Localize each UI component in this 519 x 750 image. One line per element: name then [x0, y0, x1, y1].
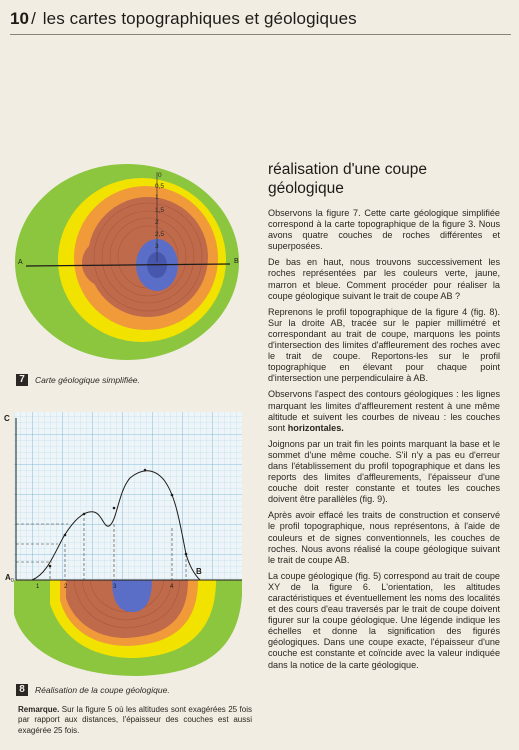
paragraph-5: Joignons par un trait fin les points marquant la base et le sommet d'une même couche. S'il n'y a pas eu d'erreur dans l'établissement du profil topographique et dans les reports des limites d'affleurements, l'épaisseur d'une couche doit rester constante et toutes les couches doivent être parallèles (fig. 9).	[268, 438, 500, 505]
tick-label-4: 4	[170, 584, 174, 590]
paragraph-7: La coupe géologique (fig. 5) correspond au trait de coupe XY de la figure 6. L'orientation, les altitudes caractéristiques et éventuellement les noms des localités et des cours d'eau traversés par le trait de coupe doivent figurer sur la coupe géologique. Une légende indique les échelles et donne la signification des figurés géologiques. Dans une coupe exacte, l'épaisseur d'une couche est constante et coïncide avec la valeur indiquée dans la notice de la carte géologique.	[268, 570, 500, 670]
scale-label-6: 3	[155, 243, 159, 250]
scale-label-3: 1,5	[155, 207, 165, 214]
y-axis-label: C	[4, 414, 10, 423]
header-separator: /	[31, 9, 36, 28]
paragraph-4-text: Observons l'aspect des contours géologiques : les lignes marquant les limites d'affleurement restent à une même altitude et suivent les courbes de niveau : les couches sont	[268, 389, 500, 433]
figure8-caption	[16, 684, 170, 696]
scale-label-2: 1	[155, 194, 159, 201]
paragraph-6: Après avoir effacé les traits de construction et conservé le profil topographique, nous représentons, à l'aide de couleurs et de signes conventionnels, les couches de roches. Nous avons réalisé la coupe géologique suivant le trait de coupe AB.	[268, 510, 500, 565]
page-header	[10, 9, 357, 29]
scale-label-0: 0	[158, 172, 162, 179]
paragraph-4	[268, 389, 500, 433]
cross-section-figure	[2, 404, 247, 682]
header-rule	[10, 34, 511, 35]
figure8-number: 8	[16, 684, 28, 696]
tick-label-1: 1	[36, 584, 40, 590]
scale-label-4: 2	[155, 219, 159, 226]
section-title: réalisation d'une coupe géologique	[268, 161, 427, 197]
remark-label: Remarque.	[18, 705, 60, 714]
figure7-caption	[16, 374, 140, 386]
brown-lobe	[82, 239, 130, 287]
paragraph-1: Observons la figure 7. Cette carte géologique simplifiée correspond à la carte topographique de la figure 3. Nous avons quatre couches de roches différentes et superposées.	[268, 208, 500, 252]
figure7-number: 7	[16, 374, 28, 386]
remark-note	[18, 705, 252, 736]
paragraph-2: De bas en haut, nous trouvons successivement les roches représentées par les couleurs verte, jaune, marron et bleue. Comment procéder pour réaliser la coupe géologique suivant le trait de coupe AB ?	[268, 257, 500, 301]
cut-line-label-a: A	[18, 259, 23, 266]
end-label: B	[196, 567, 202, 576]
scale-label-5: 2,5	[155, 231, 165, 238]
geological-map-figure	[14, 160, 254, 365]
remark-text: Sur la figure 5 où les altitudes sont exagérées 25 fois par rapport aux distances, l'épaisseur des couches est aussi exagérée 25 fois.	[18, 705, 252, 735]
figure7-caption-text: Carte géologique simplifiée.	[35, 375, 140, 385]
page-number: 10	[10, 9, 30, 28]
page-title: les cartes topographiques et géologiques	[42, 9, 357, 28]
paragraph-3: Reprenons le profil topographique de la figure 4 (fig. 8). Sur la droite AB, tracée sur le papier millimétré et correspondant au trait de coupe, marquons les points d'intersection des limites d'affleurement des roches avec le trait de coupe. Reportons-les sur le profil topographique en élevant pour chaque point d'intersection une perpendiculaire à AB.	[268, 306, 500, 384]
origin-subscript: 0	[11, 578, 14, 584]
figure8-caption-text: Réalisation de la coupe géologique.	[35, 685, 170, 695]
paragraph-4-emphasis: horizontales.	[287, 422, 344, 433]
tick-label-3: 3	[113, 584, 117, 590]
tick-label-2: 2	[64, 584, 68, 590]
map-cutaway	[14, 580, 242, 676]
cut-line-label-b: B	[234, 258, 239, 265]
section-column	[268, 160, 500, 676]
origin-label: A	[5, 573, 11, 582]
scale-label-1: 0,5	[155, 183, 165, 190]
